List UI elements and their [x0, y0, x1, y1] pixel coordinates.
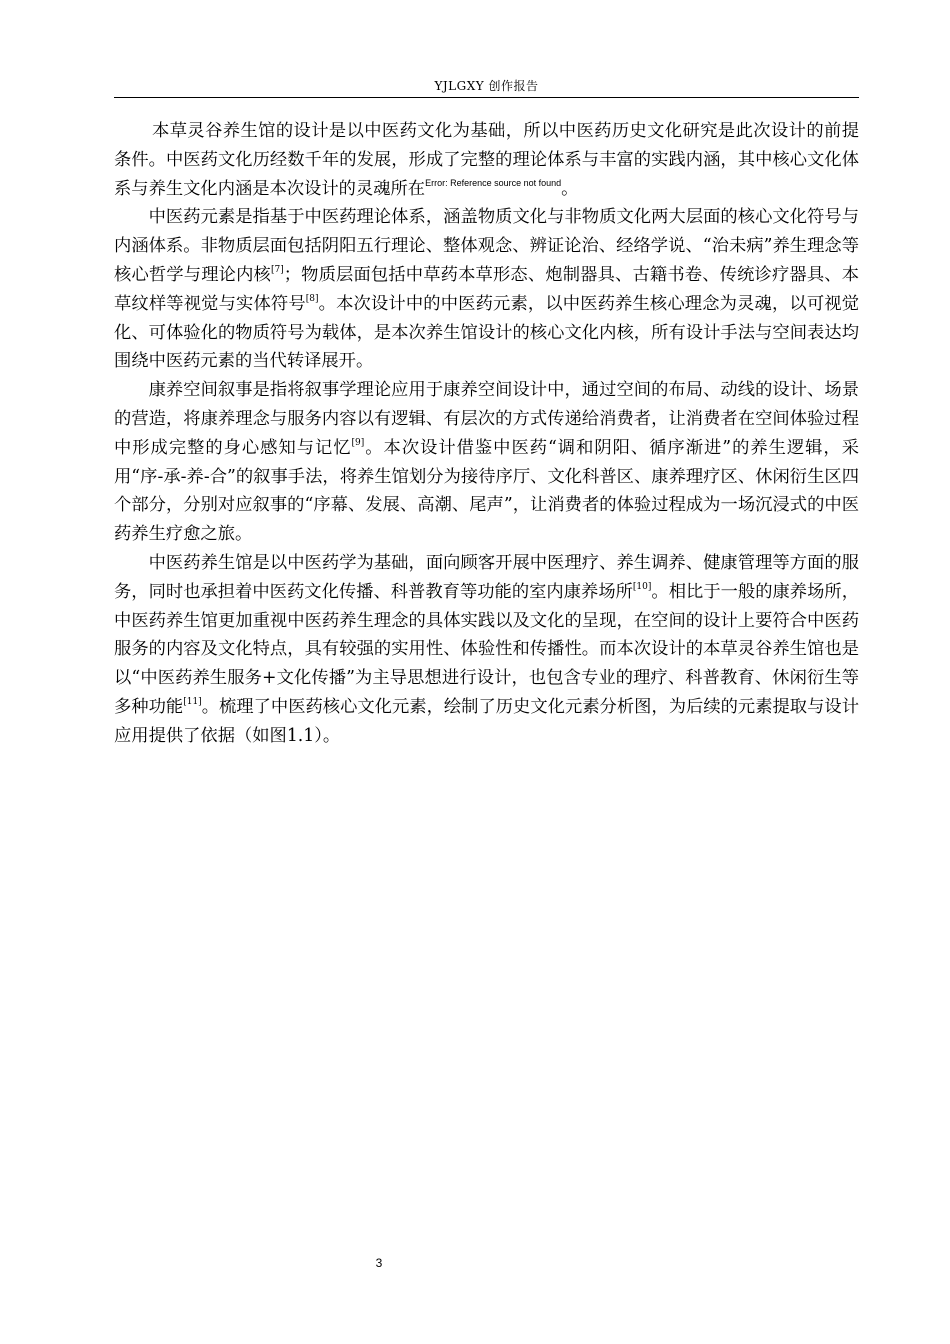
citation: [7]: [270, 264, 284, 275]
paragraph-text: 。本次设计借鉴中医药“调和阴阳、循序渐进”的养生逻辑，采用“序-承-养-合”的叙事手法，将养生馆划分为接待序厅、文化科普区、康养理疗区、休闲衍生区四个部分，分别对应叙事的“序幕、发展、高潮、尾声”，让消费者的体验过程成为一场沉浸式的中医药养生疗愈之旅。: [114, 437, 859, 545]
paragraph-2: [114, 203, 859, 376]
paragraph-text: 中医药养生馆是以中医药学为基础，面向顾客开展中医理疗、养生调养、健康管理等方面的服务，同时也承担着中医药文化传播、科普教育等功能的室内康养场所: [114, 552, 859, 602]
page-number: 3: [375, 1256, 383, 1270]
citation: [11]: [183, 696, 202, 707]
paragraph-text: 。梳理了中医药核心文化元素，绘制了历史文化元素分析图，为后续的元素提取与设计应用提供了依据（如图1.1）。: [114, 696, 859, 746]
paragraph-1: [114, 117, 859, 203]
citation: [10]: [632, 581, 652, 592]
header-rule: [114, 97, 859, 98]
paragraph-text: 。: [561, 178, 579, 199]
paragraph-text: ；物质层面包括中草药本草形态、炮制器具、古籍书卷、传统诊疗器具、本草纹样等视觉与实体符号: [114, 264, 859, 314]
paragraph-text: 。本次设计中的中医药元素，以中医药养生核心理念为灵魂，以可视觉化、可体验化的物质符号为载体，是本次养生馆设计的核心文化内核，所有设计手法与空间表达均围绕中医药元素的当代转译展开。: [114, 293, 859, 372]
paragraph-text: 。相比于一般的康养场所，中医药养生馆更加重视中医药养生理念的具体实践以及文化的呈现，在空间的设计上要符合中医药服务的内容及文化特点，具有较强的实用性、体验性和传播性。而本次设计的本草灵谷养生馆也是以“中医药养生服务+文化传播”为主导思想进行设计，也包含专业的理疗、科普教育、休闲衍生等多种功能: [114, 581, 859, 717]
body-text: [114, 117, 859, 751]
reference-error: Error: Reference source not found: [425, 177, 562, 188]
paragraph-4: [114, 549, 859, 751]
paragraph-text: 中医药元素是指基于中医药理论体系，涵盖物质文化与非物质文化两大层面的核心文化符号与内涵体系。非物质层面包括阴阳五行理论、整体观念、辨证论治、经络学说、“治未病”养生理念等核心哲学与理论内核: [114, 207, 859, 285]
header-title: YJLGXY 创作报告: [434, 79, 539, 93]
paragraph-text: 康养空间叙事是指将叙事学理论应用于康养空间设计中，通过空间的布局、动线的设计、场景的营造，将康养理念与服务内容以有逻辑、有层次的方式传递给消费者，让消费者在空间体验过程中形成完整的身心感知与记忆: [114, 380, 859, 458]
citation: [8]: [305, 293, 319, 304]
paragraph-3: [114, 376, 859, 549]
citation: [9]: [351, 437, 365, 448]
paragraph-text: 本草灵谷养生馆的设计是以中医药文化为基础，所以中医药历史文化研究是此次设计的前提条件。中医药文化历经数千年的发展，形成了完整的理论体系与丰富的实践内涵，其中核心文化体系与养生文化内涵是本次设计的灵魂所在: [114, 121, 859, 199]
